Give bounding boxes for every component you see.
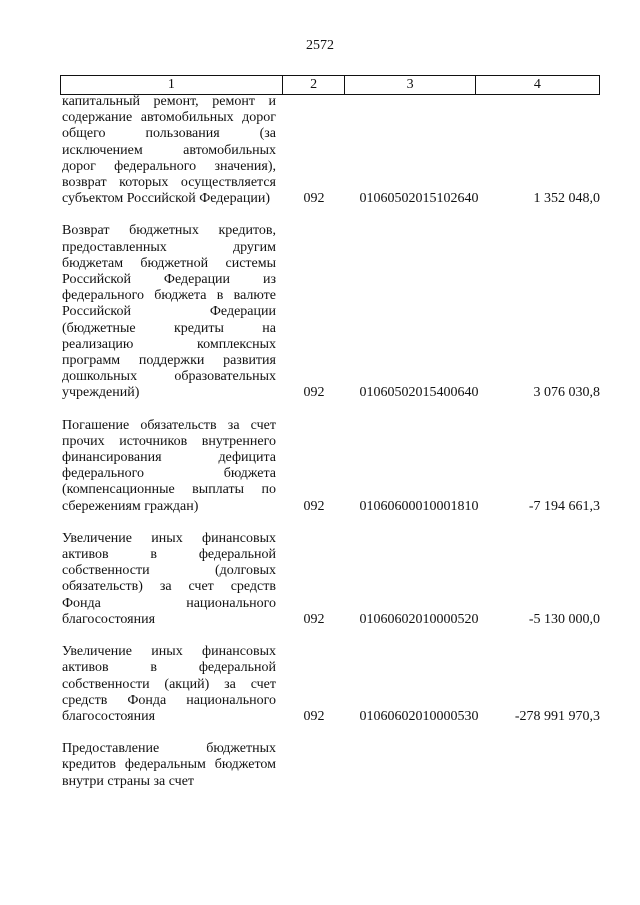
row-amount: 1 352 048,0: [533, 191, 600, 207]
table-row: [60, 94, 600, 207]
row-amount: -5 130 000,0: [528, 611, 600, 627]
row-description: Погашение обязательств за счет прочих источников внутреннего финансирования дефицита федерального бюджета (компенсационные выплаты по сбережениям граждан): [62, 417, 276, 514]
row-description: капитальный ремонт, ремонт и содержание автомобильных дорог общего пользования (за исключением автомобильных дорог федерального значения), возврат которых осуществляется субъектом Российской Федерации): [62, 94, 276, 207]
table-row: [60, 741, 600, 790]
table-header-row: [60, 75, 600, 95]
row-amount: -278 991 970,3: [514, 708, 600, 724]
row-amount: 3 076 030,8: [533, 385, 600, 401]
row-admin-code: 092: [303, 498, 325, 514]
table-row: [60, 418, 600, 515]
row-kbk-code: 01060600010001810: [359, 498, 479, 514]
row-kbk-code: 01060602010000530: [359, 708, 479, 724]
row-kbk-code: 01060602010000520: [359, 611, 479, 627]
table-row: [60, 531, 600, 628]
row-description: Увеличение иных финансовых активов в федеральной собственности (акций) за счет средств Фонда национального благосостояния: [62, 644, 276, 724]
header-col-1: 1: [61, 76, 283, 94]
row-admin-code: 092: [303, 191, 325, 207]
row-amount: -7 194 661,3: [528, 498, 600, 514]
row-admin-code: 092: [303, 708, 325, 724]
header-col-3: 3: [345, 76, 475, 94]
header-col-4: 4: [533, 77, 541, 92]
row-description: Предоставление бюджетных кредитов федеральным бюджетом внутри страны за счет: [62, 741, 276, 789]
row-kbk-code: 01060502015400640: [359, 385, 479, 401]
row-description: Возврат бюджетных кредитов, предоставленных другим бюджетам бюджетной системы Российской Федерации из федерального бюджета в валюте Российской Федерации (бюджетные кредиты на реализацию комплексных программ поддержки развития дошкольных образовательных учреждений): [62, 223, 276, 401]
row-kbk-code: 01060502015102640: [359, 191, 479, 207]
row-description: Увеличение иных финансовых активов в федеральной собственности (долговых обязательств) за счет средств Фонда национального благосостояния: [62, 530, 276, 627]
table-body: [60, 94, 600, 790]
page-number: 2572: [306, 38, 334, 53]
header-col-2: 2: [283, 76, 346, 94]
table-row: [60, 223, 600, 401]
row-admin-code: 092: [303, 385, 325, 401]
row-admin-code: 092: [303, 611, 325, 627]
table-row: [60, 644, 600, 725]
